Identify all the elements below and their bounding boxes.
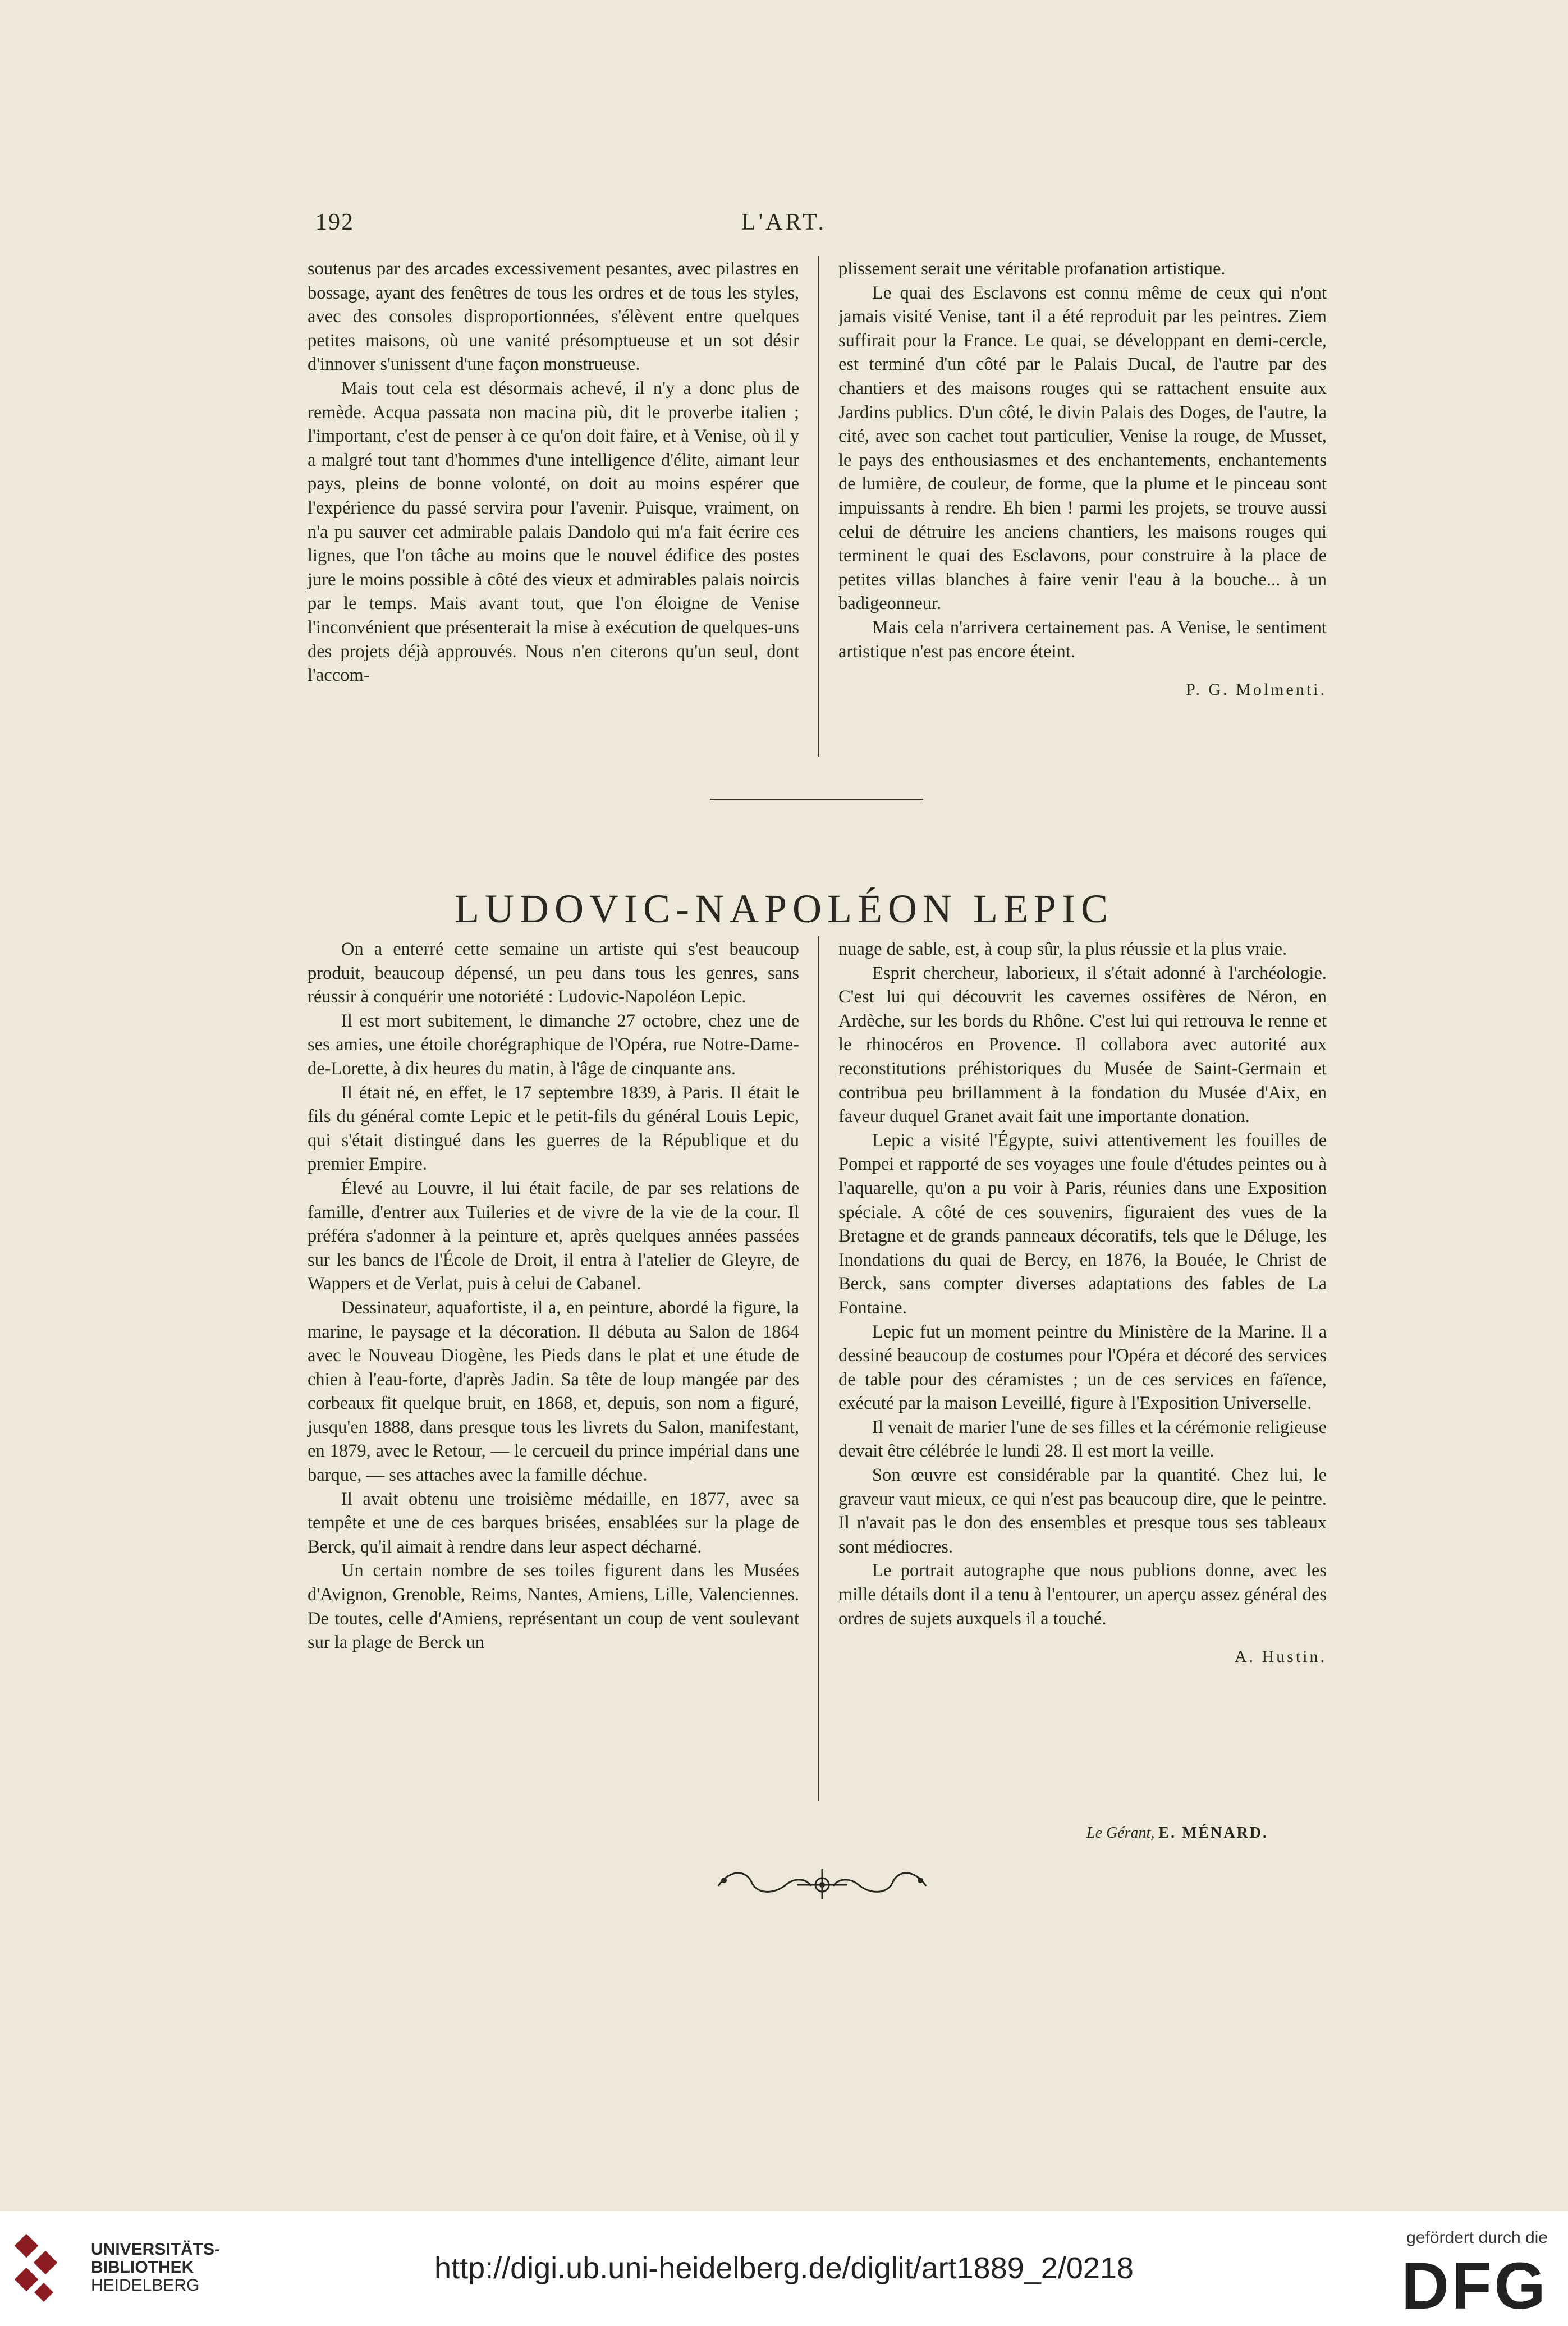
- paragraph: On a enterré cette semaine un artiste qui s'est beaucoup produit, beaucoup dépensé, un peu dans tous les genres, sans réussir à conquérir une notoriété : Ludovic-Napoléon Lepic.: [308, 939, 799, 1008]
- funded-by-label: gefördert durch die: [1406, 2228, 1548, 2247]
- column-rule: [818, 256, 819, 757]
- paragraph: Élevé au Louvre, il lui était facile, de par ses relations de famille, d'entrer aux Tuileries et de vivre de la vie de la cour. Il préféra s'adonner à la peinture et, après quelques années passées sur les bancs de l'École de Droit, il entra à l'atelier de Gleyre, de Wappers et de Verlat, puis à celui de Cabanel.: [308, 1178, 799, 1294]
- gerant-name: E. MÉNARD.: [1158, 1824, 1268, 1842]
- paragraph: Il venait de marier l'une de ses filles et la cérémonie religieuse devait être célébrée le lundi 28. Il est mort la veille.: [838, 1417, 1327, 1462]
- journal-title: L'ART.: [741, 209, 827, 235]
- footer-bar: [0, 2211, 1568, 2326]
- paragraph: Son œuvre est considérable par la quantité. Chez lui, le graveur vaut mieux, ce qui n'est pas beaucoup dire, que le peintre. Il n'avait pas le don des ensembles et presque tous ses tableaux sont médiocres.: [838, 1465, 1327, 1557]
- fleuron-ornament-icon: [713, 1863, 932, 1903]
- article2-right-column: [838, 937, 1327, 1669]
- paragraph: Lepic fut un moment peintre du Ministère de la Marine. Il a dessiné beaucoup de costumes pour l'Opéra et décoré des services de table pour des céramistes ; un de ces services en faïence, exécuté par la maison Leveillé, figure à l'Exposition Universelle.: [838, 1321, 1327, 1414]
- article2-left-column: [308, 937, 799, 1655]
- paragraph: soutenus par des arcades excessivement pesantes, avec pilastres en bossage, ayant des fenêtres de tous les ordres et de tous les styles, avec des consoles disproportionnées, s'élèvent entre quelques petites maisons, où une vanité présomptueuse et un sot désir d'innover s'unissent d'une façon monstrueuse.: [308, 259, 799, 375]
- paragraph: Il était né, en effet, le 17 septembre 1839, à Paris. Il était le fils du général comte Lepic et le petit-fils du général Louis Lepic, qui s'était distingué dans les guerres de la République et du premier Empire.: [308, 1082, 799, 1175]
- paragraph: Mais cela n'arrivera certainement pas. A Venise, le sentiment artistique n'est pas encore éteint.: [838, 617, 1327, 662]
- paragraph: Lepic a visité l'Égypte, suivi attentivement les fouilles de Pompei et rapporté de ses voyages une foule d'études peintes ou à l'aquarelle, qu'on a pu voir à Paris, réunies dans une Exposition spéciale. A côté de ces souvenirs, figuraient des vues de la Bretagne et de grands panneaux décoratifs, tels que le Déluge, les Inondations du quai de Bercy, en 1876, la Bouée, le Christ de Berck, sans compter diverses adaptations des fables de La Fontaine.: [838, 1130, 1327, 1318]
- paragraph: plissement serait une véritable profanation artistique.: [838, 259, 1226, 279]
- section-separator: [710, 799, 923, 800]
- paragraph: Dessinateur, aquafortiste, il a, en peinture, abordé la figure, la marine, le paysage et la décoration. Il débuta au Salon de 1864 avec le Nouveau Diogène, les Pieds dans le plat et une étude de chien à l'eau-forte, d'après Jadin. Sa tête de loup mangée par des corbeaux fit quelque bruit, en 1868, et, depuis, son nom a figuré, jusqu'en 1888, dans presque tous les livrets du Salon, manifestant, en 1879, avec le Retour, — le cercueil du prince impérial dans une barque, — ses attaches avec la famille déchue.: [308, 1297, 799, 1486]
- paragraph: Esprit chercheur, laborieux, il s'était adonné à l'archéologie. C'est lui qui découvrit les cavernes ossifères de Néron, en Ardèche, sur les bords du Rhône. C'est lui qui retrouva le renne et le rhinocéros en Provence. Il collabora avec autorité aux reconstitutions préhistoriques du Musée de Saint-Germain et contribua peu brillamment à la fondation du Musée d'Aix, en faveur duquel Granet avait fait une importante donation.: [838, 963, 1327, 1127]
- signature-molmenti: P. G. Molmenti.: [1186, 680, 1327, 699]
- source-url-link[interactable]: http://digi.ub.uni-heidelberg.de/diglit/art1889_2/0218: [434, 2251, 1134, 2285]
- article1-right-column: [838, 257, 1327, 702]
- library-name-line: UNIVERSITÄTS-: [91, 2240, 221, 2259]
- running-head: [0, 209, 1568, 242]
- gerant-label: Le Gérant,: [1086, 1824, 1155, 1842]
- column-rule: [818, 936, 819, 1801]
- gerant-line: [842, 1824, 1268, 1842]
- paragraph: Un certain nombre de ses toiles figurent dans les Musées d'Avignon, Grenoble, Reims, Nantes, Amiens, Lille, Valenciennes. De toutes, celle d'Amiens, représentant un coup de vent soulevant sur la plage de Berck un: [308, 1560, 799, 1653]
- article1-left-column: [308, 257, 799, 688]
- signature-hustin: A. Hustin.: [1234, 1647, 1327, 1666]
- library-name-line: HEIDELBERG: [91, 2276, 200, 2295]
- library-name-line: BIBLIOTHEK: [91, 2258, 194, 2277]
- paragraph: nuage de sable, est, à coup sûr, la plus réussie et la plus vraie.: [838, 939, 1287, 959]
- paragraph: Il avait obtenu une troisième médaille, en 1877, avec sa tempête et une de ces barques brisées, ensablées sur la plage de Berck, qu'il aimait à rendre dans leur aspect décharné.: [308, 1489, 799, 1557]
- paragraph: Le quai des Esclavons est connu même de ceux qui n'ont jamais visité Venise, tant il a été reproduit par les peintres. Ziem suffirait pour la France. Le quai, se développant en demi-cercle, est terminé d'un côté par le Palais Ducal, de l'autre par des chantiers et des maisons rouges qui se rattachent ensuite aux Jardins publics. D'un côté, le divin Palais des Doges, de l'autre, la cité, avec son cachet tout particulier, Venise la rouge, de Musset, le pays des enthousiasmes et des enchantements, enchantements de lumière, de couleur, de forme, que la plume et le pinceau sont impuissants à rendre. Eh bien ! parmi les projets, se trouve aussi celui de détruire les anciens chantiers, les maisons rouges qui terminent le quai des Esclavons, pour construire à la place de petites villas blanches à faire venir l'eau à la bouche... à un badigeonneur.: [838, 282, 1327, 614]
- paragraph: Mais tout cela est désormais achevé, il n'y a donc plus de remède. Acqua passata non macina più, dit le proverbe italien ; l'important, c'est de penser à ce qu'on doit faire, et à Venise, où il y a malgré tout tant d'hommes d'une intelligence d'élite, aimant leur pays, pleins de bonne volonté, on doit au moins espérer que l'expérience du passé servira pour l'avenir. Puisque, vraiment, on n'a pu sauver cet admirable palais Dandolo qui m'a fait écrire ces lignes, que l'on tâche au moins que le nouvel édifice des postes jure le moins possible à côté des vieux et admirables palais noircis par le temps. Mais avant tout, que l'on éloigne de Venise l'inconvénient que présenterait la mise à exécution de quelques-uns des projets déjà approuvés. Nous n'en citerons qu'un seul, dont l'accom-: [308, 378, 799, 686]
- paragraph: Il est mort subitement, le dimanche 27 octobre, chez une de ses amies, une étoile chorégraphique de l'Opéra, rue Notre-Dame-de-Lorette, à dix heures du matin, à l'âge de cinquante ans.: [308, 1010, 799, 1079]
- article-title: LUDOVIC-NAPOLÉON LEPIC: [455, 886, 1113, 932]
- paragraph: Le portrait autographe que nous publions donne, avec les mille détails dont il a tenu à l'entourer, un aperçu assez général des ordres de sujets auxquels il a touché.: [838, 1560, 1327, 1629]
- page-number: 192: [315, 209, 354, 235]
- dfg-logo: DFG: [1401, 2249, 1548, 2323]
